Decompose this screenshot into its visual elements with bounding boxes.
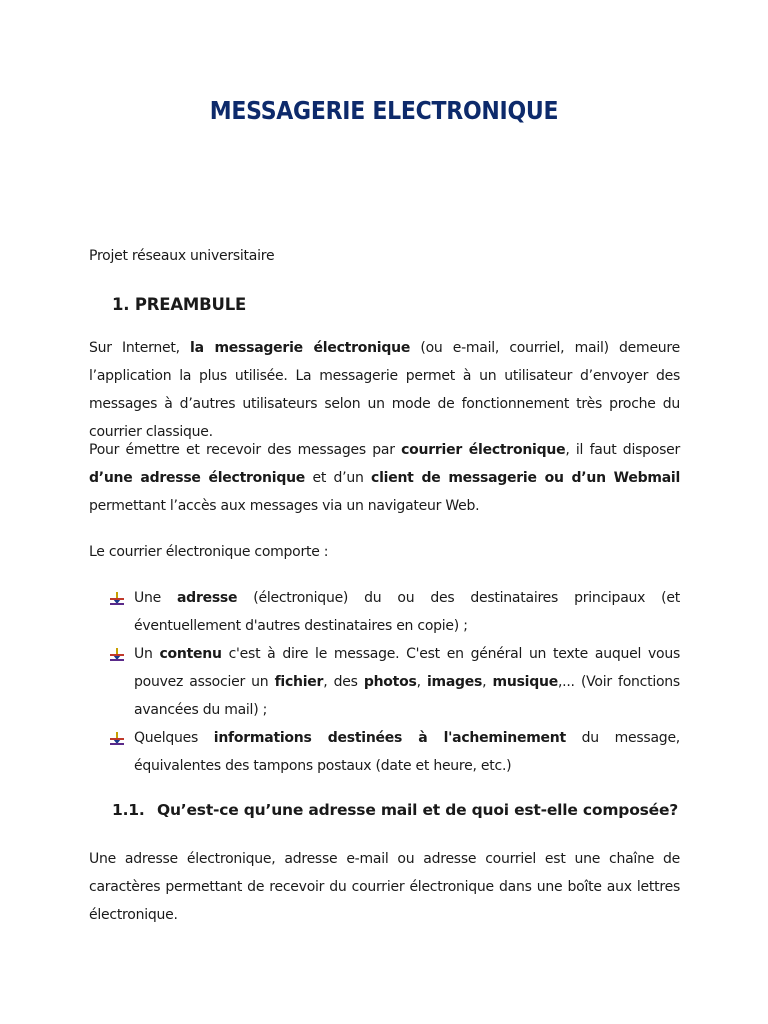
cross-arrow-bullet-icon bbox=[110, 592, 124, 606]
paragraph-intro: Sur Internet, la messagerie électronique (ou e-mail, courriel, mail) demeure l’application la plus utilisée. La messagerie permet à un utilisateur d’envoyer des messages à d’autres utilisateurs selon un mode de fonctionnement très proche du courrier classique. bbox=[89, 340, 680, 440]
section-heading-preambule: 1. PREAMBULE bbox=[112, 295, 247, 314]
list-item-text: Une adresse (électronique) du ou des destinataires principaux (et éventuellement d'autres destinataires en copie) ; bbox=[134, 590, 680, 634]
list-item-text: Quelques informations destinées à l'acheminement du message, équivalentes des tampons postaux (date et heure, etc.) bbox=[134, 730, 681, 774]
section-heading-text: Qu’est-ce qu’une adresse mail et de quoi est-elle composée? bbox=[157, 801, 679, 819]
paragraph-requirements: Pour émettre et recevoir des messages par courrier électronique, il faut disposer d’une adresse électronique et d’un client de messagerie ou d’un Webmail permettant l’accès aux messages via un navigateur Web. bbox=[89, 442, 680, 514]
document-subtitle: Projet réseaux universitaire bbox=[89, 248, 275, 264]
cross-arrow-bullet-icon bbox=[110, 648, 124, 662]
list-item bbox=[110, 640, 680, 724]
paragraph-list-intro: Le courrier électronique comporte : bbox=[89, 544, 329, 560]
section-heading-adresse-mail bbox=[112, 801, 678, 819]
list-item bbox=[110, 584, 680, 640]
section-number: 1.1. bbox=[112, 801, 145, 819]
paragraph-adresse-definition: Une adresse électronique, adresse e-mail ou adresse courriel est une chaîne de caractères permettant de recevoir du courrier électronique dans une boîte aux lettres électronique. bbox=[89, 851, 680, 923]
cross-arrow-bullet-icon bbox=[110, 732, 124, 746]
list-item bbox=[110, 724, 680, 780]
email-components-list bbox=[110, 584, 680, 780]
document-title: MESSAGERIE ELECTRONIQUE bbox=[209, 96, 559, 125]
list-item-text: Un contenu c'est à dire le message. C'est en général un texte auquel vous pouvez associer un fichier, des photos, images, musique,... (Voir fonctions avancées du mail) ; bbox=[134, 646, 680, 718]
